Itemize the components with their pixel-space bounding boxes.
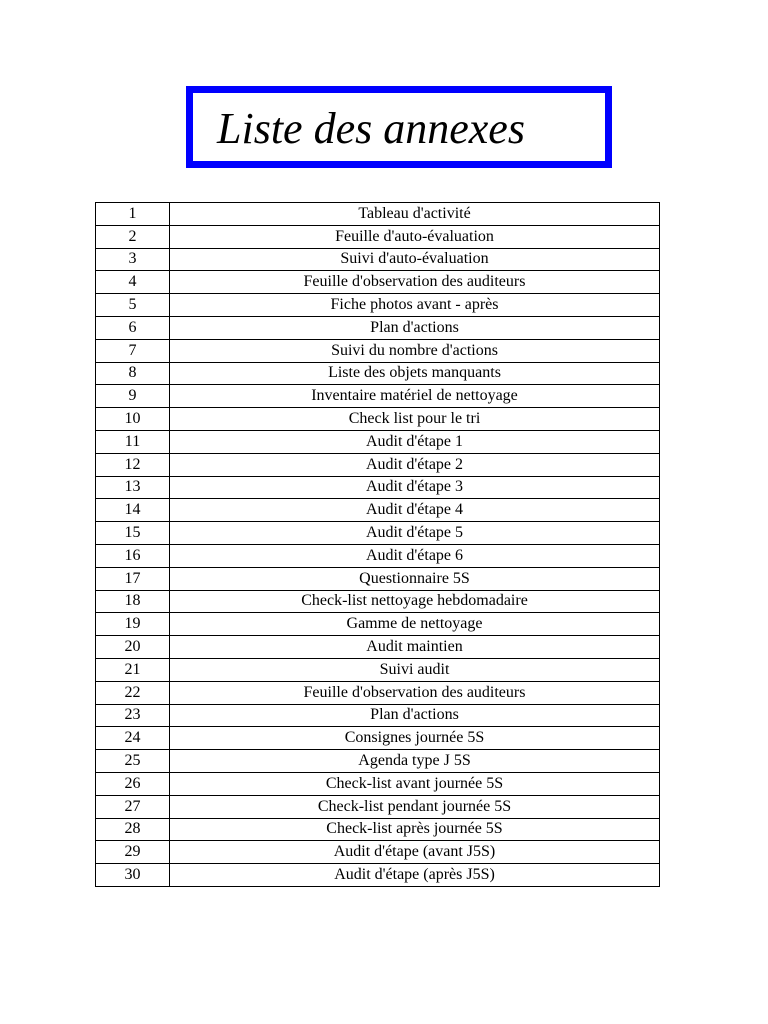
annex-number: 20 bbox=[96, 636, 170, 659]
annex-title: Gamme de nettoyage bbox=[170, 613, 660, 636]
table-row bbox=[96, 636, 660, 659]
annex-number: 30 bbox=[96, 864, 170, 887]
annex-title: Feuille d'observation des auditeurs bbox=[170, 681, 660, 704]
table-row bbox=[96, 408, 660, 431]
annex-title: Audit d'étape 3 bbox=[170, 476, 660, 499]
annexes-table-body bbox=[96, 203, 660, 887]
annex-number: 2 bbox=[96, 225, 170, 248]
table-row bbox=[96, 727, 660, 750]
annex-number: 6 bbox=[96, 316, 170, 339]
annex-number: 27 bbox=[96, 795, 170, 818]
annex-number: 22 bbox=[96, 681, 170, 704]
annex-number: 29 bbox=[96, 841, 170, 864]
annex-number: 26 bbox=[96, 772, 170, 795]
table-row bbox=[96, 750, 660, 773]
annex-title: Inventaire matériel de nettoyage bbox=[170, 385, 660, 408]
annex-title: Audit d'étape (après J5S) bbox=[170, 864, 660, 887]
annex-title: Agenda type J 5S bbox=[170, 750, 660, 773]
table-row bbox=[96, 430, 660, 453]
table-row bbox=[96, 271, 660, 294]
table-row bbox=[96, 316, 660, 339]
annex-number: 5 bbox=[96, 294, 170, 317]
annex-title: Check-list nettoyage hebdomadaire bbox=[170, 590, 660, 613]
annex-title: Suivi audit bbox=[170, 658, 660, 681]
annexes-table bbox=[95, 202, 660, 887]
annex-number: 11 bbox=[96, 430, 170, 453]
table-row bbox=[96, 567, 660, 590]
annex-title: Questionnaire 5S bbox=[170, 567, 660, 590]
annex-number: 25 bbox=[96, 750, 170, 773]
annex-number: 19 bbox=[96, 613, 170, 636]
annex-title: Feuille d'observation des auditeurs bbox=[170, 271, 660, 294]
table-row bbox=[96, 544, 660, 567]
table-row bbox=[96, 658, 660, 681]
annex-number: 12 bbox=[96, 453, 170, 476]
annex-title: Audit maintien bbox=[170, 636, 660, 659]
table-row bbox=[96, 613, 660, 636]
annex-title: Check-list après journée 5S bbox=[170, 818, 660, 841]
annex-title: Suivi du nombre d'actions bbox=[170, 339, 660, 362]
table-row bbox=[96, 818, 660, 841]
annex-title: Check-list avant journée 5S bbox=[170, 772, 660, 795]
annex-title: Consignes journée 5S bbox=[170, 727, 660, 750]
annex-number: 13 bbox=[96, 476, 170, 499]
table-row bbox=[96, 248, 660, 271]
table-row bbox=[96, 385, 660, 408]
annex-title: Suivi d'auto-évaluation bbox=[170, 248, 660, 271]
table-row bbox=[96, 841, 660, 864]
annex-number: 3 bbox=[96, 248, 170, 271]
page-title: Liste des annexes bbox=[217, 104, 525, 153]
annex-number: 1 bbox=[96, 203, 170, 226]
annex-title: Audit d'étape 4 bbox=[170, 499, 660, 522]
table-row bbox=[96, 476, 660, 499]
annex-title: Tableau d'activité bbox=[170, 203, 660, 226]
table-row bbox=[96, 453, 660, 476]
annex-number: 17 bbox=[96, 567, 170, 590]
table-row bbox=[96, 522, 660, 545]
annex-title: Plan d'actions bbox=[170, 316, 660, 339]
annex-number: 18 bbox=[96, 590, 170, 613]
annex-title: Plan d'actions bbox=[170, 704, 660, 727]
annex-title: Fiche photos avant - après bbox=[170, 294, 660, 317]
annex-title: Liste des objets manquants bbox=[170, 362, 660, 385]
table-row bbox=[96, 362, 660, 385]
annex-number: 21 bbox=[96, 658, 170, 681]
annex-title: Check-list pendant journée 5S bbox=[170, 795, 660, 818]
annex-number: 10 bbox=[96, 408, 170, 431]
annex-title: Audit d'étape (avant J5S) bbox=[170, 841, 660, 864]
annex-number: 7 bbox=[96, 339, 170, 362]
annex-title: Audit d'étape 5 bbox=[170, 522, 660, 545]
annex-number: 16 bbox=[96, 544, 170, 567]
table-row bbox=[96, 225, 660, 248]
annex-title: Audit d'étape 6 bbox=[170, 544, 660, 567]
annex-number: 24 bbox=[96, 727, 170, 750]
table-row bbox=[96, 590, 660, 613]
table-row bbox=[96, 795, 660, 818]
table-row bbox=[96, 339, 660, 362]
table-row bbox=[96, 772, 660, 795]
table-row bbox=[96, 681, 660, 704]
annex-number: 14 bbox=[96, 499, 170, 522]
annex-number: 8 bbox=[96, 362, 170, 385]
annex-title: Feuille d'auto-évaluation bbox=[170, 225, 660, 248]
annex-number: 4 bbox=[96, 271, 170, 294]
annex-title: Audit d'étape 1 bbox=[170, 430, 660, 453]
annex-number: 23 bbox=[96, 704, 170, 727]
annex-number: 15 bbox=[96, 522, 170, 545]
table-row bbox=[96, 294, 660, 317]
annex-number: 28 bbox=[96, 818, 170, 841]
annex-title: Check list pour le tri bbox=[170, 408, 660, 431]
table-row bbox=[96, 704, 660, 727]
annex-title: Audit d'étape 2 bbox=[170, 453, 660, 476]
title-box bbox=[186, 86, 612, 168]
table-row bbox=[96, 864, 660, 887]
table-row bbox=[96, 499, 660, 522]
annex-number: 9 bbox=[96, 385, 170, 408]
table-row bbox=[96, 203, 660, 226]
